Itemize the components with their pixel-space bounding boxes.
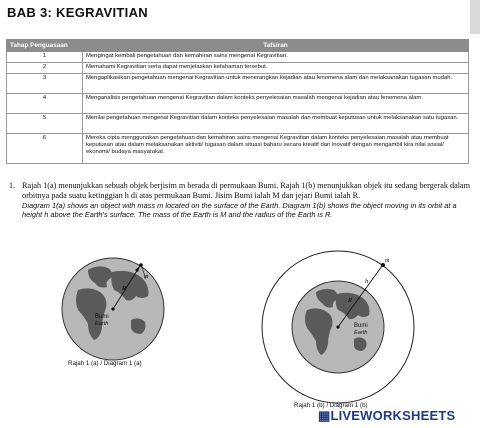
- description-cell: Menilai pengetahuan mengenai Kegravitian dalam konteks penyelesaian masalah dan membuat keputusan untuk melaksanakan satu tugasan.: [83, 114, 469, 134]
- earth-centre-a: [111, 307, 114, 310]
- label-h-b: h: [365, 278, 369, 285]
- description-cell: Mengingat kembali pengetahuan dan kemahiran sains mengenai Kegravitian.: [83, 52, 469, 63]
- label-earth-a: Earth: [95, 321, 109, 327]
- caption-diagram-b: Rajah 1 (b) / Diagram 1 (b): [294, 402, 368, 409]
- label-bumi-a: Bumi: [95, 314, 109, 320]
- header-interpretation: Tafsiran: [83, 40, 469, 52]
- liveworksheets-logo-icon: ▦: [318, 408, 331, 423]
- question-text-english: Diagram 1(a) shows an object with mass m located on the surface of the Earth. Diagram 1(b) shows the object moving in its orbit at a height h above the Earth's surface. The mass of the Earth is M and the radius of the Earth is R.: [22, 201, 457, 220]
- label-m-a: m: [144, 274, 149, 280]
- caption-diagram-a: Rajah 1 (a) / Diagram 1 (a): [68, 360, 142, 367]
- level-cell: 6: [7, 134, 83, 164]
- header-mastery-level: Tahap Penguasaan: [7, 40, 83, 52]
- description-cell: Mereka cipta menggunakan pengetahuan dan kemahiran sains mengenai Kegravitian dalam konteks penyelesaian masalah atau membuat keputusan atau dalam melaksanakan aktiviti/ tugasan dalam situasi baharu secara kreatif dan inovatif dengan mengambil kira nilai sosial/ ekonomi/ budaya masyarakat.: [83, 134, 469, 164]
- label-R-b: R: [348, 297, 352, 304]
- description-cell: Mengaplikasikan pengetahuan mengenai Kegravitian untuk menerangkan kejadian atau fenomena alam dan melaksanakan tugasan mudah.: [83, 74, 469, 94]
- description-cell: Memahami Kegravitian serta dapat menjelaskan kefahaman tersebut.: [83, 63, 469, 74]
- label-earth-b: Earth: [354, 330, 368, 336]
- diagram-b: [262, 251, 414, 403]
- level-cell: 1: [7, 52, 83, 63]
- watermark: [318, 408, 455, 424]
- earth-centre-b: [336, 325, 339, 328]
- description-cell: Menganalisis pengetahuan mengenai Kegravitian dalam konteks penyelesaian masalah mengenai kejadian atau fenomena alam.: [83, 94, 469, 114]
- label-bumi-b: Bumi: [354, 323, 368, 329]
- label-m-b: m: [385, 258, 390, 264]
- chapter-title: BAB 3: KEGRAVITIAN: [7, 5, 148, 20]
- level-cell: 3: [7, 74, 83, 94]
- question-number: 1.: [9, 181, 16, 190]
- level-cell: 2: [7, 63, 83, 74]
- level-cell: 5: [7, 114, 83, 134]
- diagram-a: [62, 258, 164, 360]
- level-cell: 4: [7, 94, 83, 114]
- question-text-malay: Rajah 1(a) menunjukkan sebuah objek berjisim m berada di permukaan Bumi. Rajah 1(b) menunjukkan objek itu sedang bergerak dalam orbitnya pada suatu ketinggian h di atas permukaan Bumi. Jisim Bumi ialah M dan jejari Bumi ialah R.: [22, 181, 470, 201]
- label-R-a: R: [122, 285, 126, 292]
- watermark-text: LIVEWORKSHEETS: [330, 408, 456, 423]
